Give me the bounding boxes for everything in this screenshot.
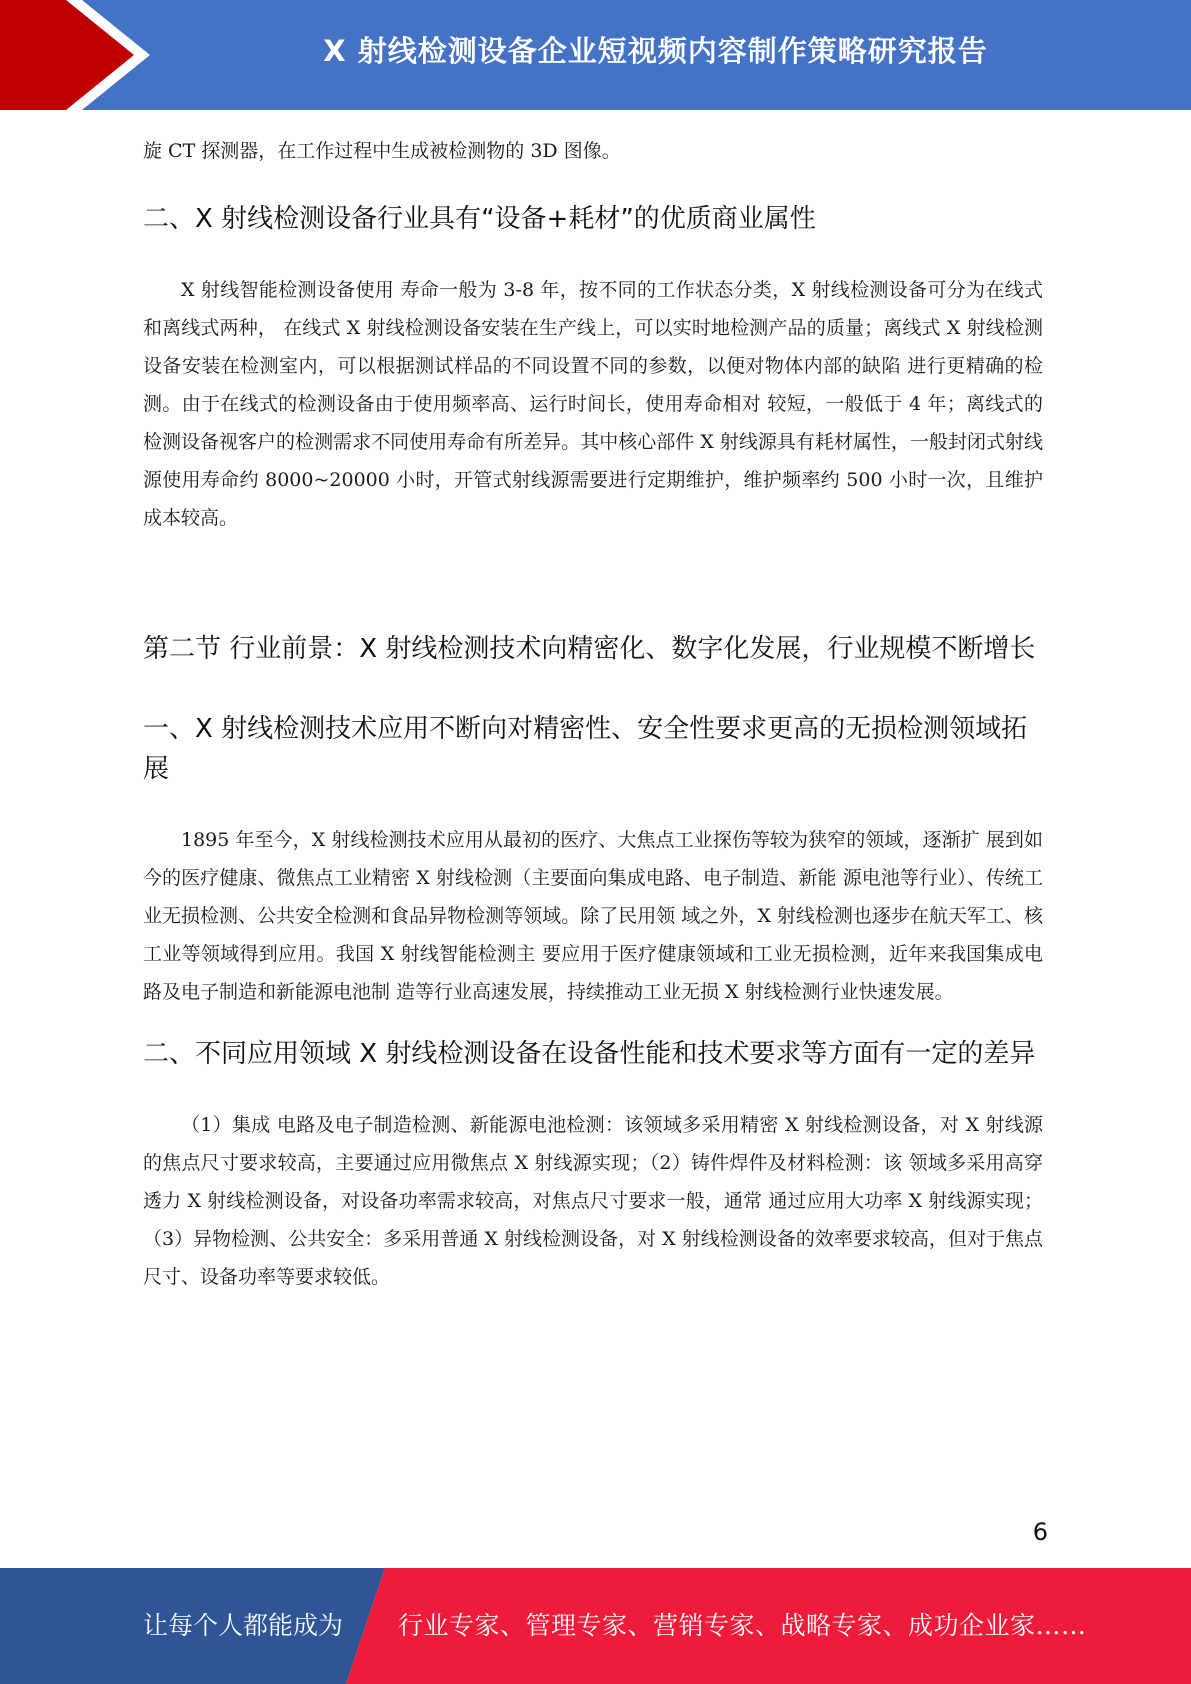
header-chevron-decoration: [0, 0, 160, 110]
page-footer: [0, 1568, 1191, 1684]
report-title: X 射线检测设备企业短视频内容制作策略研究报告: [323, 34, 988, 68]
document-body: [143, 132, 1043, 1296]
paragraph-equipment-lifespan: X 射线智能检测设备使用 寿命一般为 3-8 年，按不同的工作状态分类，X 射线检测设备可分为在线式和离线式两种， 在线式 X 射线检测设备安装在生产线上，可以实时地检测产品的质量；离线式 X 射线检测 设备安装在检测室内，可以根据测试样品的不同设置不同的参数，以便对物体内部的缺陷 进行更精确的检测。由于在线式的检测设备由于使用频率高、运行时间长，使用寿命相对 较短，一般低于 4 年；离线式的检测设备视客户的检测需求不同使用寿命有所差异。其中核心部件 X 射线源具有耗材属性，一般封闭式射线源使用寿命约 8000~20000 小时，开管式射线源需要进行定期维护，维护频率约 500 小时一次，且维护成本较高。: [143, 279, 1043, 529]
heading-application-differences: 二、不同应用领域 X 射线检测设备在设备性能和技术要求等方面有一定的差异: [143, 1039, 1036, 1069]
heading-precision-expansion: 一、X 射线检测技术应用不断向对精密性、安全性要求更高的无损检测领域拓展: [143, 714, 1028, 784]
page-number: 6: [1032, 1518, 1048, 1546]
footer-slogan-lead: 让每个人都能成为: [143, 1611, 344, 1640]
intro-line: 旋 CT 探测器，在工作过程中生成被检测物的 3D 图像。: [143, 140, 621, 162]
page-header: [0, 0, 1191, 110]
paragraph-application-requirements: （1）集成 电路及电子制造检测、新能源电池检测：该领域多采用精密 X 射线检测设备，对 X 射线源的焦点尺寸要求较高，主要通过应用微焦点 X 射线源实现；（2）铸件焊件及材料检测：该 领域多采用高穿透力 X 射线检测设备，对设备功率需求较高，对焦点尺寸要求一般，通常 通过应用大功率 X 射线源实现；（3）异物检测、公共安全：多采用普通 X 射线检测设备，对 X 射线检测设备的效率要求较高，但对于焦点尺寸、设备功率等要求较低。: [143, 1114, 1043, 1288]
paragraph-application-history: 1895 年至今，X 射线检测技术应用从最初的医疗、大焦点工业探伤等较为狭窄的领域，逐渐扩 展到如今的医疗健康、微焦点工业精密 X 射线检测（主要面向集成电路、电子制造、新能 源电池等行业）、传统工业无损检测、公共安全检测和食品异物检测等领域。除了民用领 域之外，X 射线检测也逐步在航天军工、核工业等领域得到应用。我国 X 射线智能检测主 要应用于医疗健康领域和工业无损检测，近年来我国集成电路及电子制造和新能源电池制 造等行业高速发展，持续推动工业无损 X 射线检测行业快速发展。: [143, 829, 1043, 1003]
heading-commercial-attribute: 二、X 射线检测设备行业具有“设备+耗材”的优质商业属性: [143, 204, 816, 234]
footer-slogan-roles: 行业专家、管理专家、营销专家、战略专家、成功企业家……: [398, 1611, 1087, 1640]
section-heading-industry-outlook: 第二节 行业前景：X 射线检测技术向精密化、数字化发展，行业规模不断增长: [143, 634, 1036, 664]
chevron-red-shape: [0, 0, 134, 110]
